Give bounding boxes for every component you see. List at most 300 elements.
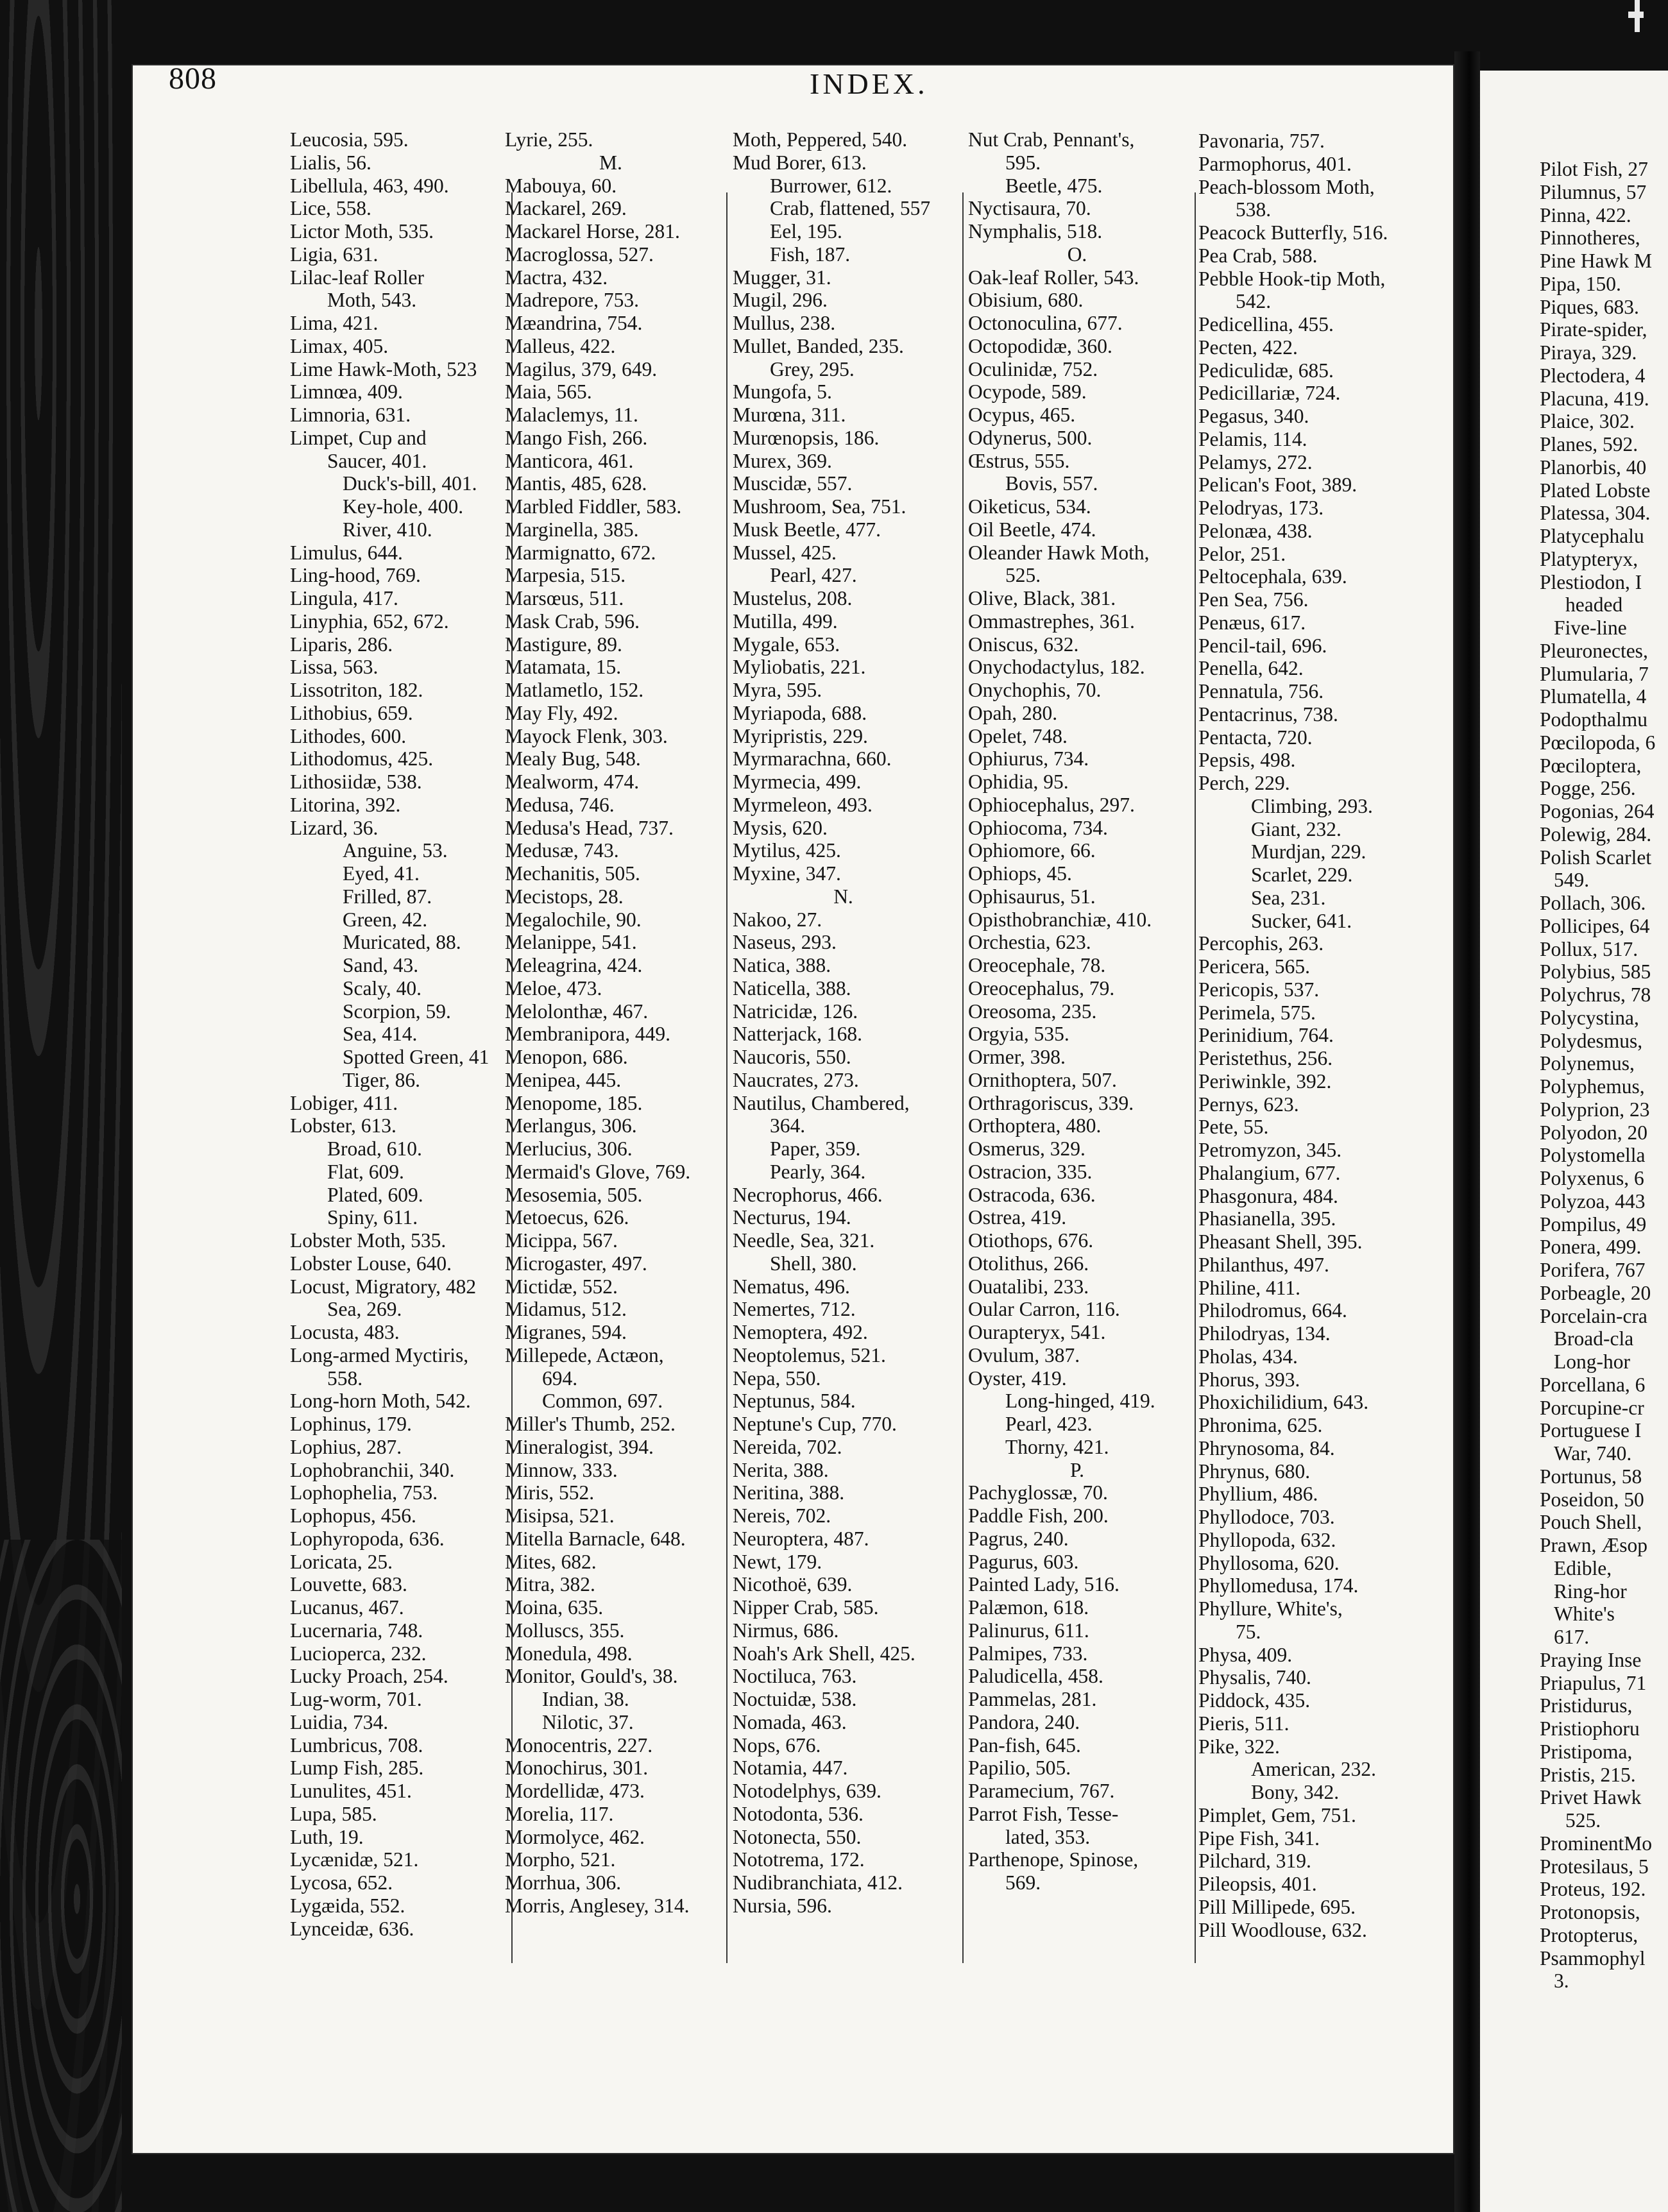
- index-entry: Oak-leaf Roller, 543.: [968, 266, 1139, 289]
- index-entry: Ligia, 631.: [290, 242, 379, 266]
- index-entry: Myripristis, 229.: [733, 724, 868, 747]
- index-entry: Octopodidæ, 360.: [968, 334, 1112, 357]
- book-gutter: [1454, 51, 1480, 2212]
- index-entry: Pea Crab, 588.: [1198, 244, 1318, 267]
- index-entry: Mitra, 382.: [505, 1573, 595, 1596]
- index-entry: Penella, 642.: [1198, 657, 1304, 680]
- index-entry: Loricata, 25.: [290, 1550, 393, 1573]
- index-entry: Neritina, 388.: [733, 1481, 845, 1504]
- index-entry: Pinna, 422.: [1540, 203, 1631, 226]
- index-entry: Muscidæ, 557.: [733, 472, 853, 495]
- index-entry: Pedicillariæ, 724.: [1198, 382, 1341, 405]
- index-entry: Pollux, 517.: [1540, 937, 1638, 960]
- index-entry: Pheasant Shell, 395.: [1198, 1230, 1363, 1253]
- facing-page-column: [1540, 158, 1655, 1993]
- index-entry: Monochirus, 301.: [505, 1757, 649, 1780]
- index-entry: Oculinidæ, 752.: [968, 357, 1098, 380]
- index-entry: Percophis, 263.: [1198, 932, 1324, 955]
- index-entry: Pinnotheres,: [1540, 226, 1640, 250]
- index-entry: Neoptolemus, 521.: [733, 1343, 886, 1366]
- index-entry: Melolonthæ, 467.: [505, 1000, 649, 1023]
- index-entry: Mictidæ, 552.: [505, 1275, 618, 1298]
- index-entry: Pieris, 511.: [1198, 1712, 1289, 1735]
- index-entry: Nicothoë, 639.: [733, 1573, 853, 1596]
- index-entry: Myxine, 347.: [733, 862, 841, 885]
- index-entry: Paddle Fish, 200.: [968, 1504, 1109, 1527]
- index-entry: Phyllodoce, 703.: [1198, 1506, 1335, 1528]
- index-entry: Parmophorus, 401.: [1198, 152, 1352, 175]
- index-entry: Ocypus, 465.: [968, 404, 1076, 426]
- index-entry: Palmipes, 733.: [968, 1642, 1088, 1665]
- index-entry: Peacock Butterfly, 516.: [1198, 221, 1388, 244]
- index-entry: 525.: [1005, 564, 1041, 587]
- index-entry: Piraya, 329.: [1540, 341, 1637, 364]
- index-entry: Phorus, 393.: [1198, 1368, 1300, 1391]
- index-entry: Plaice, 302.: [1540, 410, 1635, 433]
- index-entry: Murdjan, 229.: [1251, 840, 1366, 864]
- index-entry: Polychrus, 78: [1540, 983, 1651, 1006]
- index-entry: Ovulum, 387.: [968, 1343, 1080, 1366]
- index-entry: Mussel, 425.: [733, 541, 837, 564]
- index-entry: Microgaster, 497.: [505, 1252, 647, 1275]
- index-entry: Physalis, 740.: [1198, 1666, 1311, 1689]
- index-entry: Ling-hood, 769.: [290, 564, 421, 587]
- index-entry: Pine Hawk M: [1540, 250, 1652, 272]
- index-entry: Spiny, 611.: [327, 1206, 418, 1229]
- index-entry: Pristidurus,: [1540, 1694, 1633, 1717]
- index-entry: Mugil, 296.: [733, 289, 828, 312]
- index-entry: Mayock Flenk, 303.: [505, 724, 668, 747]
- index-entry: Pentacrinus, 738.: [1198, 702, 1338, 726]
- index-entry: Plectodera, 4: [1540, 364, 1646, 387]
- index-entry: Lophobranchii, 340.: [290, 1458, 455, 1481]
- index-entry: Nerita, 388.: [733, 1458, 829, 1481]
- index-entry: Edible,: [1554, 1556, 1612, 1579]
- index-entry: Medusa's Head, 737.: [505, 816, 674, 839]
- index-entry: Musk Beetle, 477.: [733, 518, 881, 541]
- index-entry: Mantis, 485, 628.: [505, 472, 647, 495]
- index-entry: Lupa, 585.: [290, 1802, 377, 1825]
- index-entry: Opah, 280.: [968, 701, 1058, 724]
- index-entry: Lygæida, 552.: [290, 1894, 405, 1917]
- index-entry: Priapulus, 71: [1540, 1671, 1647, 1694]
- index-entry: Ophiurus, 734.: [968, 747, 1089, 770]
- index-entry: Lima, 421.: [290, 312, 379, 334]
- index-entry: Nursia, 596.: [733, 1894, 832, 1917]
- index-entry: Peach-blossom Moth,: [1198, 175, 1375, 198]
- index-entry: 694.: [542, 1366, 578, 1390]
- index-entry: Protopterus,: [1540, 1923, 1638, 1946]
- index-entry: Pristipoma,: [1540, 1740, 1633, 1763]
- index-entry: Nymphalis, 518.: [968, 220, 1103, 242]
- index-entry: Nematus, 496.: [733, 1275, 850, 1298]
- index-entry: Myriapoda, 688.: [733, 701, 867, 724]
- index-entry: Necturus, 194.: [733, 1206, 851, 1229]
- index-entry: Oreosoma, 235.: [968, 1000, 1097, 1023]
- index-entry: Crab, flattened, 557: [770, 197, 931, 220]
- section-letter: M.: [599, 151, 622, 174]
- index-entry: Pill Woodlouse, 632.: [1198, 1918, 1367, 1941]
- index-entry: Privet Hawk: [1540, 1786, 1642, 1809]
- index-column-3: [733, 128, 954, 1918]
- index-entry: Pœciloptera,: [1540, 754, 1642, 777]
- index-entry: Menipea, 445.: [505, 1068, 622, 1091]
- index-entry: Otolithus, 266.: [968, 1252, 1089, 1275]
- index-entry: Mustelus, 208.: [733, 587, 853, 609]
- index-entry: Ourapteryx, 541.: [968, 1321, 1106, 1343]
- index-entry: Mealworm, 474.: [505, 770, 640, 793]
- index-entry: Needle, Sea, 321.: [733, 1229, 875, 1252]
- index-entry: Manticora, 461.: [505, 449, 634, 472]
- index-entry: Polyxenus, 6: [1540, 1167, 1644, 1189]
- index-entry: Phrynosoma, 84.: [1198, 1436, 1335, 1459]
- index-entry: Mysis, 620.: [733, 816, 828, 839]
- index-entry: Philanthus, 497.: [1198, 1253, 1329, 1276]
- index-entry: Lictor Moth, 535.: [290, 220, 434, 242]
- index-entry: Lucky Proach, 254.: [290, 1665, 448, 1688]
- index-entry: Mordellidæ, 473.: [505, 1780, 645, 1802]
- index-entry: Pilchard, 319.: [1198, 1850, 1311, 1873]
- index-entry: Phalangium, 677.: [1198, 1161, 1341, 1184]
- index-entry: Pill Millipede, 695.: [1198, 1895, 1356, 1918]
- index-entry: Polyzoa, 443: [1540, 1189, 1646, 1212]
- index-entry: Pristis, 215.: [1540, 1763, 1636, 1786]
- index-entry: Lime Hawk-Moth, 523: [290, 357, 477, 380]
- index-entry: Perimela, 575.: [1198, 1001, 1316, 1024]
- index-entry: Oyster, 419.: [968, 1366, 1067, 1390]
- index-entry: Lophopus, 456.: [290, 1504, 416, 1527]
- index-entry: Notodonta, 536.: [733, 1802, 864, 1825]
- index-entry: Murex, 369.: [733, 449, 832, 472]
- index-entry: Minnow, 333.: [505, 1458, 618, 1481]
- index-entry: Matamata, 15.: [505, 656, 622, 679]
- index-entry: Mecistops, 28.: [505, 885, 624, 908]
- index-entry: Paludicella, 458.: [968, 1665, 1103, 1688]
- index-entry: Lophyropoda, 636.: [290, 1527, 445, 1550]
- index-entry: Pennatula, 756.: [1198, 680, 1324, 702]
- index-entry: Indian, 38.: [542, 1688, 629, 1710]
- index-entry: Morelia, 117.: [505, 1802, 614, 1825]
- index-entry: Marmignatto, 672.: [505, 541, 656, 564]
- index-entry: Medusa, 746.: [505, 793, 615, 816]
- index-entry: Phyllosoma, 620.: [1198, 1551, 1340, 1574]
- index-entry: Muricated, 88.: [343, 931, 461, 954]
- index-entry: Polewig, 284.: [1540, 822, 1652, 846]
- index-entry: Opelet, 748.: [968, 724, 1068, 747]
- index-entry: Mabouya, 60.: [505, 174, 617, 197]
- index-entry: Ophisaurus, 51.: [968, 885, 1096, 908]
- index-entry: Notodelphys, 639.: [733, 1780, 881, 1802]
- index-entry: Naucoris, 550.: [733, 1046, 851, 1068]
- index-entry: Pilot Fish, 27: [1540, 158, 1648, 180]
- index-entry: Luidia, 734.: [290, 1710, 389, 1733]
- index-entry: Moth, 543.: [327, 289, 417, 312]
- index-entry: Periwinkle, 392.: [1198, 1069, 1332, 1093]
- index-entry: Spotted Green, 41: [343, 1046, 489, 1068]
- index-entry: Phoxichilidium, 643.: [1198, 1391, 1369, 1414]
- index-entry: Tiger, 86.: [343, 1068, 420, 1091]
- index-entry: Ouatalibi, 233.: [968, 1275, 1089, 1298]
- index-entry: Neptune's Cup, 770.: [733, 1413, 897, 1435]
- index-entry: Lithodes, 600.: [290, 724, 407, 747]
- index-entry: Limpet, Cup and: [290, 426, 427, 449]
- index-entry: Common, 697.: [542, 1390, 663, 1413]
- index-entry: Plumularia, 7: [1540, 662, 1649, 685]
- index-entry: Pediculidæ, 685.: [1198, 359, 1334, 382]
- index-entry: Ophidia, 95.: [968, 770, 1069, 793]
- index-entry: Mechanitis, 505.: [505, 862, 640, 885]
- index-entry: Porcelain-cra: [1540, 1304, 1647, 1327]
- index-entry: Palinurus, 611.: [968, 1619, 1089, 1642]
- index-entry: Pernys, 623.: [1198, 1093, 1299, 1116]
- index-entry: Mushroom, Sea, 751.: [733, 495, 906, 518]
- index-entry: Misipsa, 521.: [505, 1504, 615, 1527]
- index-entry: Protesilaus, 5: [1540, 1855, 1649, 1878]
- index-entry: Oreocephalus, 79.: [968, 976, 1115, 1000]
- index-entry: Lug-worm, 701.: [290, 1688, 422, 1710]
- index-entry: Plestiodon, I: [1540, 570, 1642, 593]
- index-entry: Pandora, 240.: [968, 1710, 1080, 1733]
- index-entry: Louvette, 683.: [290, 1573, 407, 1596]
- index-entry: Mullet, Banded, 235.: [733, 334, 904, 357]
- index-entry: Scarlet, 229.: [1251, 864, 1353, 886]
- section-letter: O.: [1067, 242, 1087, 266]
- index-entry: Lophophelia, 753.: [290, 1481, 438, 1504]
- index-entry: Proteus, 192.: [1540, 1878, 1646, 1901]
- index-entry: Scorpion, 59.: [343, 1000, 451, 1023]
- index-entry: Broad, 610.: [327, 1137, 422, 1160]
- index-entry: Notamia, 447.: [733, 1757, 848, 1780]
- index-entry: River, 410.: [343, 518, 432, 541]
- index-entry: May Fly, 492.: [505, 701, 618, 724]
- index-entry: Oiketicus, 534.: [968, 495, 1091, 518]
- index-entry: Pholas, 434.: [1198, 1345, 1298, 1368]
- index-entry: Meloe, 473.: [505, 976, 602, 1000]
- index-entry: Lycænidæ, 521.: [290, 1848, 419, 1871]
- index-entry: Myrmecia, 499.: [733, 770, 862, 793]
- index-entry: Nipper Crab, 585.: [733, 1596, 879, 1619]
- section-letter: P.: [1070, 1458, 1084, 1481]
- index-entry: 558.: [327, 1366, 363, 1390]
- index-entry: Sucker, 641.: [1251, 909, 1352, 932]
- index-entry: Lialis, 56.: [290, 151, 371, 174]
- index-entry: Plated, 609.: [327, 1183, 423, 1206]
- index-entry: Odynerus, 500.: [968, 426, 1093, 449]
- index-entry: Grey, 295.: [770, 357, 855, 380]
- index-entry: Lobster Louse, 640.: [290, 1252, 452, 1275]
- index-entry: Philine, 411.: [1198, 1276, 1300, 1299]
- index-entry: Pœcilopoda, 6: [1540, 731, 1656, 754]
- index-entry: Phyllure, White's,: [1198, 1597, 1343, 1620]
- index-entry: Phyllium, 486.: [1198, 1483, 1318, 1506]
- index-entry: Saucer, 401.: [327, 449, 427, 472]
- index-entry: Marsœus, 511.: [505, 587, 624, 609]
- index-entry: Myliobatis, 221.: [733, 656, 866, 679]
- index-entry: Perinidium, 764.: [1198, 1024, 1334, 1047]
- index-entry: Murœna, 311.: [733, 404, 846, 426]
- index-entry: Marbled Fiddler, 583.: [505, 495, 682, 518]
- index-entry: Pericera, 565.: [1198, 955, 1311, 978]
- index-entry: Nudibranchiata, 412.: [733, 1871, 903, 1894]
- index-entry: Planes, 592.: [1540, 433, 1638, 455]
- index-entry: Ommastrephes, 361.: [968, 609, 1135, 633]
- index-entry: Marginella, 385.: [505, 518, 639, 541]
- index-entry: Libellula, 463, 490.: [290, 174, 449, 197]
- index-entry: lated, 353.: [1005, 1825, 1091, 1848]
- index-entry: Notonecta, 550.: [733, 1825, 862, 1848]
- index-entry: Leucosia, 595.: [290, 128, 409, 151]
- index-entry: Mineralogist, 394.: [505, 1435, 654, 1458]
- index-entry: Midamus, 512.: [505, 1298, 627, 1321]
- index-entry: Polynemus,: [1540, 1052, 1635, 1075]
- index-entry: Nemertes, 712.: [733, 1298, 856, 1321]
- index-entry: Noah's Ark Shell, 425.: [733, 1642, 915, 1665]
- index-entry: Long-horn Moth, 542.: [290, 1390, 471, 1413]
- index-entry: Membranipora, 449.: [505, 1023, 671, 1046]
- index-entry: Nyctisaura, 70.: [968, 197, 1091, 220]
- index-entry: Pepsis, 498.: [1198, 749, 1296, 772]
- index-entry: Ophiocephalus, 297.: [968, 793, 1135, 816]
- index-entry: Broad-cla: [1554, 1327, 1634, 1350]
- index-entry: Mormolyce, 462.: [505, 1825, 645, 1848]
- index-entry: Neptunus, 584.: [733, 1390, 856, 1413]
- index-entry: Sea, 269.: [327, 1298, 402, 1321]
- index-entry: Pagrus, 240.: [968, 1527, 1069, 1550]
- index-entry: Opisthobranchiæ, 410.: [968, 908, 1152, 931]
- index-entry: Moina, 635.: [505, 1596, 604, 1619]
- index-entry: Lithodomus, 425.: [290, 747, 434, 770]
- index-entry: Mungofa, 5.: [733, 380, 832, 404]
- index-entry: Ophiops, 45.: [968, 862, 1072, 885]
- index-entry: Poseidon, 50: [1540, 1488, 1644, 1511]
- column-rule: [962, 192, 964, 1963]
- index-entry: Pericopis, 537.: [1198, 978, 1320, 1001]
- index-entry: Polish Scarlet: [1540, 846, 1652, 869]
- index-entry: Merlangus, 306.: [505, 1114, 637, 1137]
- index-entry: Lucernaria, 748.: [290, 1619, 423, 1642]
- index-entry: Limax, 405.: [290, 334, 389, 357]
- index-entry: Lingula, 417.: [290, 587, 398, 609]
- index-entry: Mutilla, 499.: [733, 609, 838, 633]
- index-entry: Anguine, 53.: [343, 839, 448, 862]
- index-entry: Painted Lady, 516.: [968, 1573, 1119, 1596]
- index-entry: Maia, 565.: [505, 380, 592, 404]
- index-entry: Plumatella, 4: [1540, 685, 1647, 708]
- index-entry: Oular Carron, 116.: [968, 1298, 1120, 1321]
- index-entry: Miris, 552.: [505, 1481, 595, 1504]
- index-entry: Scaly, 40.: [343, 976, 422, 1000]
- index-entry: Orthragoriscus, 339.: [968, 1091, 1134, 1114]
- index-entry: Platycephalu: [1540, 525, 1644, 547]
- index-entry: Pagurus, 603.: [968, 1550, 1079, 1573]
- index-entry: Protonopsis,: [1540, 1901, 1640, 1923]
- index-entry: Petromyzon, 345.: [1198, 1139, 1342, 1161]
- index-entry: Lissa, 563.: [290, 656, 379, 679]
- index-entry: Ophiomore, 66.: [968, 839, 1096, 862]
- index-entry: Lithobius, 659.: [290, 701, 413, 724]
- index-entry: Naucrates, 273.: [733, 1068, 859, 1091]
- index-entry: Luth, 19.: [290, 1825, 364, 1848]
- index-entry: Olive, Black, 381.: [968, 587, 1116, 609]
- index-entry: Millepede, Actæon,: [505, 1343, 664, 1366]
- index-entry: Pebble Hook-tip Moth,: [1198, 267, 1386, 290]
- index-entry: Pipe Fish, 341.: [1198, 1826, 1320, 1850]
- index-entry: Perch, 229.: [1198, 772, 1290, 794]
- index-entry: Orthoptera, 480.: [968, 1114, 1102, 1137]
- index-entry: Duck's-bill, 401.: [343, 472, 477, 495]
- index-entry: Prawn, Æsop: [1540, 1534, 1648, 1556]
- scan-marker-bar: [1628, 12, 1644, 18]
- index-entry: Lobster Moth, 535.: [290, 1229, 447, 1252]
- index-entry: Orchestia, 623.: [968, 931, 1091, 954]
- index-entry: Placuna, 419.: [1540, 387, 1649, 410]
- index-entry: Oleander Hawk Moth,: [968, 541, 1150, 564]
- index-entry: Œstrus, 555.: [968, 449, 1070, 472]
- index-entry: Mermaid's Glove, 769.: [505, 1160, 691, 1183]
- index-entry: Pelican's Foot, 389.: [1198, 473, 1357, 497]
- index-entry: Lobster, 613.: [290, 1114, 396, 1137]
- index-entry: Micippa, 567.: [505, 1229, 618, 1252]
- index-entry: Giant, 232.: [1251, 817, 1341, 840]
- index-column-2: [505, 128, 717, 1918]
- index-entry: Pipa, 150.: [1540, 272, 1621, 295]
- index-entry: Mastigure, 89.: [505, 633, 622, 656]
- index-entry: Ophiocoma, 734.: [968, 816, 1108, 839]
- index-entry: Locusta, 483.: [290, 1321, 400, 1343]
- index-entry: Otiothops, 676.: [968, 1229, 1094, 1252]
- index-entry: Sea, 414.: [343, 1023, 418, 1046]
- index-entry: Polystomella: [1540, 1144, 1646, 1167]
- index-entry: Mugger, 31.: [733, 266, 831, 289]
- index-entry: Monedula, 498.: [505, 1642, 633, 1665]
- index-entry: Mealy Bug, 548.: [505, 747, 641, 770]
- index-column-1: [290, 128, 502, 1940]
- index-entry: Long-armed Myctiris,: [290, 1343, 469, 1366]
- index-entry: Fish, 187.: [770, 242, 851, 266]
- index-entry: Mango Fish, 266.: [505, 426, 648, 449]
- index-entry: Lyrie, 255.: [505, 128, 593, 151]
- index-entry: Obisium, 680.: [968, 289, 1084, 312]
- index-entry: Lunulites, 451.: [290, 1780, 412, 1802]
- index-entry: Murœnopsis, 186.: [733, 426, 880, 449]
- column-rule: [726, 192, 728, 1963]
- index-entry: 595.: [1005, 151, 1041, 174]
- index-entry: Papilio, 505.: [968, 1757, 1071, 1780]
- index-entry: Philodromus, 664.: [1198, 1299, 1347, 1322]
- index-entry: Pristiophoru: [1540, 1717, 1640, 1740]
- index-entry: Long-hinged, 419.: [1005, 1390, 1155, 1413]
- index-entry: Porcellana, 6: [1540, 1373, 1646, 1396]
- index-entry: Mitella Barnacle, 648.: [505, 1527, 686, 1550]
- index-entry: Five-line: [1554, 617, 1627, 639]
- index-entry: Nops, 676.: [733, 1733, 821, 1757]
- index-entry: Linyphia, 652, 672.: [290, 609, 449, 633]
- index-entry: Eyed, 41.: [343, 862, 420, 885]
- index-entry: Pegasus, 340.: [1198, 405, 1309, 427]
- index-entry: Pike, 322.: [1198, 1735, 1280, 1758]
- index-entry: Onychodactylus, 182.: [968, 656, 1145, 679]
- index-entry: Natricidæ, 126.: [733, 1000, 858, 1023]
- index-entry: Pavonaria, 757.: [1198, 130, 1325, 152]
- index-entry: Lobiger, 411.: [290, 1091, 398, 1114]
- index-entry: Nut Crab, Pennant's,: [968, 128, 1135, 151]
- index-entry: Flat, 609.: [327, 1160, 404, 1183]
- index-entry: Morrhua, 306.: [505, 1871, 622, 1894]
- left-margin-texture: [0, 1540, 122, 2212]
- index-entry: Lynceidæ, 636.: [290, 1917, 414, 1940]
- index-entry: Monitor, Gould's, 38.: [505, 1665, 678, 1688]
- index-entry: Mites, 682.: [505, 1550, 597, 1573]
